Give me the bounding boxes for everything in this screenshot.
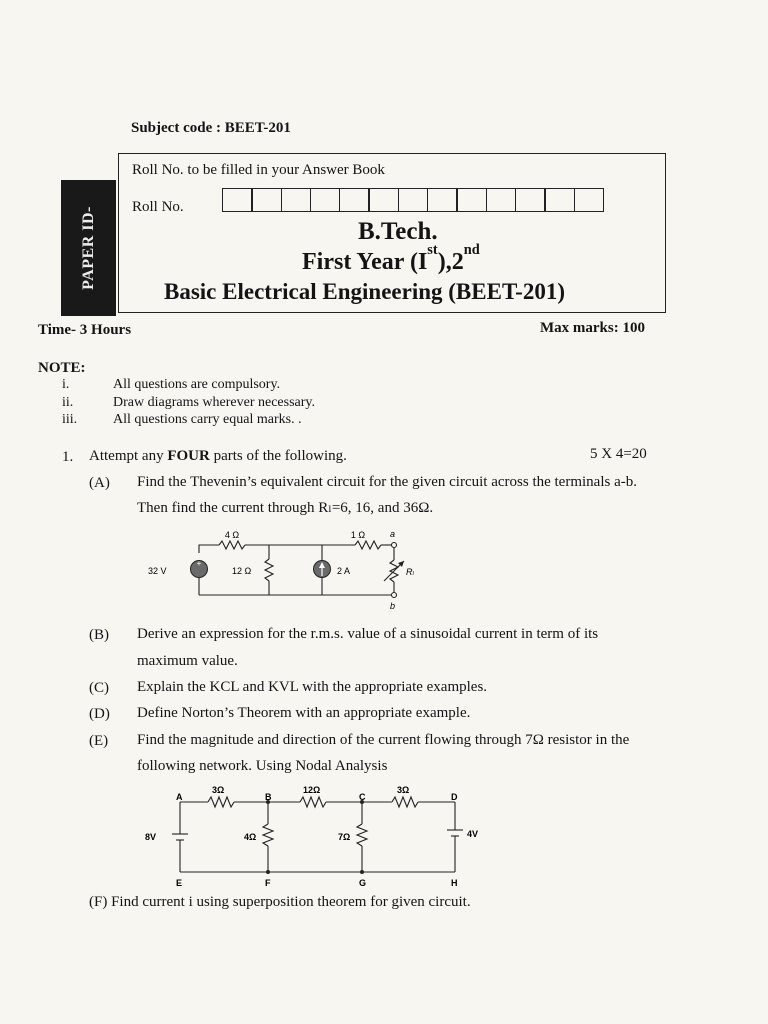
question-number: 1. bbox=[62, 449, 74, 465]
question-intro: Attempt any FOUR parts of the following. bbox=[89, 448, 347, 464]
note-item-text: Draw diagrams wherever necessary. bbox=[113, 395, 315, 410]
terminal-a-label: a bbox=[390, 529, 396, 539]
resistor-12-ohm-label: 12 Ω bbox=[232, 566, 252, 576]
part-d-line1: Define Norton’s Theorem with an appropriate example. bbox=[137, 705, 471, 721]
terminal-b-label: b bbox=[390, 601, 396, 610]
roll-cell bbox=[251, 188, 282, 212]
roll-cell bbox=[368, 188, 399, 212]
note-item-num: ii. bbox=[62, 395, 74, 410]
node-label: C bbox=[359, 792, 366, 802]
part-label: (C) bbox=[89, 680, 109, 696]
roll-cell bbox=[310, 188, 341, 212]
part-c-line1: Explain the KCL and KVL with the appropriate examples. bbox=[137, 679, 488, 695]
resistor-cg-label: 7Ω bbox=[338, 832, 351, 842]
subject-code: Subject code : BEET-201 bbox=[131, 120, 291, 136]
roll-cell bbox=[486, 188, 517, 212]
note-item-num: iii. bbox=[62, 412, 78, 427]
load-resistor-label: Rₗ bbox=[406, 567, 414, 577]
node-label: D bbox=[451, 792, 458, 802]
node-label: H bbox=[451, 878, 458, 888]
resistor-cd-label: 3Ω bbox=[397, 785, 410, 795]
part-label: (B) bbox=[89, 627, 109, 643]
roll-cell bbox=[574, 188, 605, 212]
voltage-source-left-label: 8V bbox=[145, 832, 157, 842]
node-label: E bbox=[176, 878, 183, 888]
note-item-num: i. bbox=[62, 377, 70, 392]
part-label: (E) bbox=[89, 733, 109, 749]
part-e-line2: following network. Using Nodal Analysis bbox=[137, 758, 388, 774]
roll-cell bbox=[515, 188, 546, 212]
part-a-line1: Find the Thevenin’s equivalent circuit for the given circuit across the terminals a-b. bbox=[137, 474, 637, 490]
voltage-source-label: 32 V bbox=[148, 566, 167, 576]
node-label: G bbox=[359, 878, 367, 888]
year-title: First Year (Ist),2nd bbox=[302, 241, 480, 275]
roll-fill-note: Roll No. to be filled in your Answer Book bbox=[132, 162, 385, 178]
node-label: A bbox=[176, 792, 183, 802]
paper-id-label: PAPER ID- bbox=[79, 206, 97, 290]
nodal-analysis-circuit-diagram bbox=[140, 782, 480, 892]
exam-time: Time- 3 Hours bbox=[38, 322, 132, 338]
roll-no-label: Roll No. bbox=[132, 199, 184, 215]
roll-cell bbox=[398, 188, 429, 212]
roll-cell bbox=[281, 188, 312, 212]
resistor-4-ohm-label: 4 Ω bbox=[224, 530, 240, 540]
node-label: F bbox=[265, 878, 271, 888]
part-b-line2: maximum value. bbox=[137, 653, 238, 669]
roll-cell bbox=[456, 188, 487, 212]
roll-cell bbox=[222, 188, 253, 212]
paper-id-sidebar bbox=[61, 180, 116, 316]
note-title: NOTE: bbox=[38, 360, 86, 376]
max-marks: Max marks: 100 bbox=[540, 320, 645, 336]
roll-number-boxes bbox=[222, 188, 603, 212]
note-item-text: All questions carry equal marks. . bbox=[113, 412, 302, 427]
question-marks: 5 X 4=20 bbox=[590, 446, 647, 462]
roll-cell bbox=[339, 188, 370, 212]
node-label: B bbox=[265, 792, 272, 802]
roll-cell bbox=[427, 188, 458, 212]
part-f-line1: (F) Find current i using superposition theorem for given circuit. bbox=[89, 894, 471, 910]
part-label: (D) bbox=[89, 706, 110, 722]
resistor-bf-label: 4Ω bbox=[244, 832, 257, 842]
thevenin-circuit-diagram bbox=[140, 525, 440, 610]
part-e-line1: Find the magnitude and direction of the current flowing through 7Ω resistor in the bbox=[137, 732, 630, 748]
degree-title: B.Tech. bbox=[358, 218, 438, 245]
roll-cell bbox=[544, 188, 575, 212]
current-source-label: 2 A bbox=[337, 566, 351, 576]
part-label: (A) bbox=[89, 475, 110, 491]
svg-text:+: + bbox=[196, 559, 202, 568]
course-title: Basic Electrical Engineering (BEET-201) bbox=[164, 279, 565, 304]
voltage-source-right-label: 4V bbox=[467, 829, 479, 839]
resistor-bc-label: 12Ω bbox=[303, 785, 321, 795]
part-b-line1: Derive an expression for the r.m.s. value of a sinusoidal current in term of its bbox=[137, 626, 599, 642]
part-a-line2: Then find the current through Rₗ=6, 16, and 36Ω. bbox=[137, 500, 434, 516]
resistor-ab-label: 3Ω bbox=[212, 785, 225, 795]
note-item-text: All questions are compulsory. bbox=[113, 377, 281, 392]
resistor-1-ohm-label: 1 Ω bbox=[350, 530, 366, 540]
